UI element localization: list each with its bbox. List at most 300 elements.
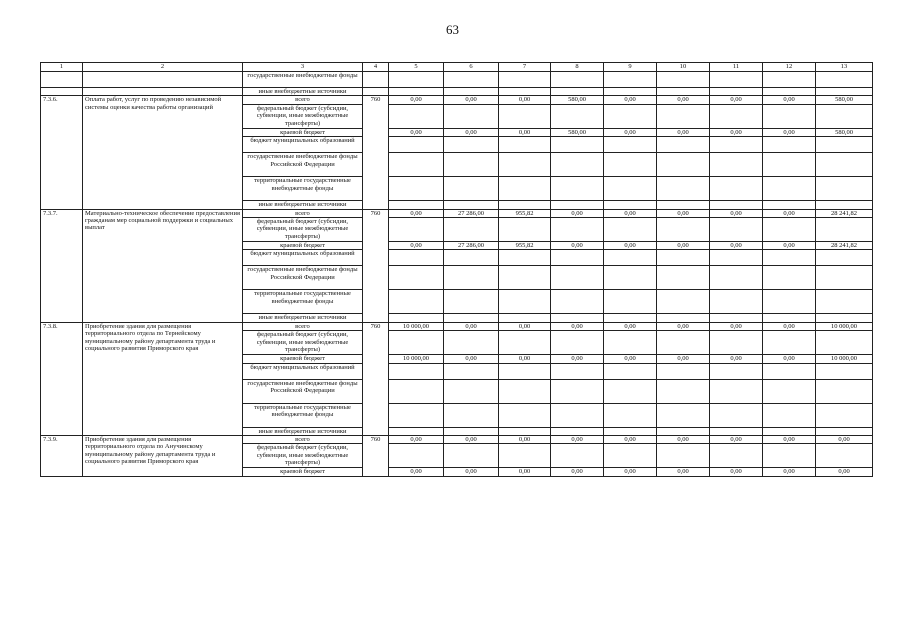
value-cell [389,427,444,435]
value-cell [816,331,873,355]
value-cell [444,427,499,435]
column-header: 6 [444,63,499,72]
value-cell [551,250,604,266]
value-cell: 580,00 [551,96,604,104]
value-cell: 0,00 [499,468,551,476]
table-row [41,72,873,88]
value-cell [499,379,551,403]
value-cell [604,153,657,177]
value-cell: 0,00 [763,209,816,217]
value-cell [389,331,444,355]
value-cell [604,444,657,468]
value-cell: 0,00 [763,242,816,250]
value-cell [389,314,444,322]
value-cell [604,250,657,266]
value-cell: 955,82 [499,209,551,217]
grbs-code: 760 [363,436,389,477]
value-cell [444,104,499,128]
value-cell [551,218,604,242]
value-cell [710,104,763,128]
value-cell [444,177,499,201]
value-cell [710,88,763,96]
value-cell: 0,00 [604,209,657,217]
value-cell: 0,00 [657,322,710,330]
value-cell [604,104,657,128]
value-cell [710,72,763,88]
value-cell [499,363,551,379]
value-cell: 0,00 [763,468,816,476]
source-label: иные внебюджетные источники [243,314,363,322]
value-cell [657,72,710,88]
value-cell [444,363,499,379]
value-cell [604,218,657,242]
value-cell [710,379,763,403]
source-label: государственные внебюджетные фонды Российской Федерации [243,153,363,177]
value-cell: 0,00 [551,468,604,476]
value-cell [710,427,763,435]
grbs-code: 760 [363,322,389,435]
value-cell [710,201,763,209]
source-label: федеральный бюджет (субсидии, субвенции, иные межбюджетные трансферты) [243,218,363,242]
value-cell: 0,00 [499,96,551,104]
value-cell [604,314,657,322]
item-code: 7.3.8. [41,322,83,435]
value-cell [444,72,499,88]
value-cell [763,153,816,177]
value-cell [604,201,657,209]
value-cell [551,290,604,314]
source-label: федеральный бюджет (субсидии, субвенции, иные межбюджетные трансферты) [243,104,363,128]
value-cell [657,88,710,96]
value-cell [551,201,604,209]
value-cell [499,104,551,128]
value-cell [816,403,873,427]
value-cell [499,88,551,96]
value-cell: 0,00 [657,355,710,363]
value-cell: 0,00 [710,209,763,217]
value-cell [710,444,763,468]
value-cell [444,88,499,96]
value-cell [389,379,444,403]
value-cell [657,266,710,290]
value-cell: 0,00 [763,355,816,363]
value-cell [816,177,873,201]
value-cell: 0,00 [710,128,763,136]
table-row [41,88,873,96]
value-cell [389,444,444,468]
header-row [41,63,873,72]
value-cell: 0,00 [763,96,816,104]
value-cell [444,153,499,177]
value-cell: 0,00 [816,468,873,476]
value-cell: 0,00 [444,436,499,444]
value-cell [499,153,551,177]
value-cell [604,379,657,403]
value-cell: 580,00 [551,128,604,136]
value-cell [551,137,604,153]
value-cell: 0,00 [551,322,604,330]
value-cell: 0,00 [657,468,710,476]
value-cell: 0,00 [604,436,657,444]
value-cell: 0,00 [763,128,816,136]
item-name: Материально-техническое обеспечение предоставления гражданам мер социальной поддержки и социальных выплат [83,209,243,322]
value-cell [710,137,763,153]
code-cell [41,88,83,96]
value-cell [710,363,763,379]
value-cell [763,427,816,435]
budget-table [40,62,873,477]
value-cell [499,250,551,266]
column-header: 12 [763,63,816,72]
value-cell [444,218,499,242]
value-cell [657,314,710,322]
source-label: краевой бюджет [243,128,363,136]
value-cell [816,266,873,290]
value-cell: 580,00 [816,96,873,104]
value-cell [389,88,444,96]
value-cell: 0,00 [604,468,657,476]
value-cell [710,314,763,322]
value-cell: 955,82 [499,242,551,250]
code-cell [41,72,83,88]
value-cell [816,153,873,177]
value-cell [551,444,604,468]
value-cell [763,72,816,88]
value-cell: 0,00 [499,128,551,136]
value-cell: 0,00 [657,436,710,444]
source-label: всего [243,209,363,217]
value-cell [389,250,444,266]
value-cell [444,331,499,355]
column-header: 5 [389,63,444,72]
value-cell: 0,00 [389,468,444,476]
value-cell [499,72,551,88]
value-cell [551,177,604,201]
source-label: территориальные государственные внебюджетные фонды [243,177,363,201]
source-label: федеральный бюджет (субсидии, субвенции, иные межбюджетные трансферты) [243,444,363,468]
value-cell: 0,00 [763,436,816,444]
value-cell: 0,00 [499,436,551,444]
value-cell: 0,00 [710,96,763,104]
value-cell [444,403,499,427]
name-cell [83,72,243,88]
source-label: всего [243,322,363,330]
source-label: государственные внебюджетные фонды Российской Федерации [243,379,363,403]
value-cell [551,403,604,427]
value-cell [816,363,873,379]
table-row [41,209,873,217]
value-cell: 0,00 [444,355,499,363]
source-label: территориальные государственные внебюджетные фонды [243,290,363,314]
value-cell [763,363,816,379]
source-label: федеральный бюджет (субсидии, субвенции, иные межбюджетные трансферты) [243,331,363,355]
value-cell [763,88,816,96]
column-header: 4 [363,63,389,72]
table-row [41,322,873,330]
value-cell [499,314,551,322]
source-label: бюджет муниципальных образований [243,363,363,379]
value-cell: 10 000,00 [816,322,873,330]
value-cell: 0,00 [389,242,444,250]
source-label: иные внебюджетные источники [243,201,363,209]
column-header: 1 [41,63,83,72]
value-cell [657,363,710,379]
value-cell [363,88,389,96]
value-cell: 28 241,82 [816,209,873,217]
value-cell [710,266,763,290]
value-cell: 0,00 [657,209,710,217]
value-cell: 0,00 [551,242,604,250]
value-cell [710,250,763,266]
value-cell [499,137,551,153]
value-cell: 0,00 [657,128,710,136]
value-cell [657,331,710,355]
value-cell [389,153,444,177]
value-cell: 0,00 [389,96,444,104]
value-cell [389,72,444,88]
value-cell [551,427,604,435]
value-cell [816,427,873,435]
value-cell [389,363,444,379]
value-cell: 0,00 [710,322,763,330]
value-cell [389,266,444,290]
value-cell [444,290,499,314]
column-header: 2 [83,63,243,72]
item-code: 7.3.9. [41,436,83,477]
value-cell [710,290,763,314]
column-header: 3 [243,63,363,72]
value-cell [499,218,551,242]
value-cell: 0,00 [499,355,551,363]
value-cell: 0,00 [657,242,710,250]
value-cell [604,427,657,435]
value-cell [657,218,710,242]
grbs-code: 760 [363,96,389,209]
value-cell [389,104,444,128]
value-cell [444,314,499,322]
value-cell [604,88,657,96]
value-cell: 0,00 [444,468,499,476]
value-cell [389,218,444,242]
value-cell: 580,00 [816,128,873,136]
value-cell [816,88,873,96]
value-cell [604,177,657,201]
column-header: 11 [710,63,763,72]
value-cell [444,444,499,468]
value-cell: 0,00 [389,209,444,217]
value-cell [710,177,763,201]
value-cell: 0,00 [444,322,499,330]
value-cell [604,266,657,290]
column-header: 9 [604,63,657,72]
value-cell [816,290,873,314]
source-label: краевой бюджет [243,468,363,476]
value-cell [657,403,710,427]
value-cell [499,331,551,355]
source-label: территориальные государственные внебюджетные фонды [243,403,363,427]
value-cell [551,331,604,355]
value-cell: 10 000,00 [389,322,444,330]
value-cell: 10 000,00 [389,355,444,363]
value-cell: 0,00 [444,96,499,104]
value-cell [816,137,873,153]
value-cell [604,72,657,88]
value-cell [551,379,604,403]
value-cell [551,104,604,128]
grbs-code: 760 [363,209,389,322]
value-cell [763,104,816,128]
value-cell: 0,00 [604,128,657,136]
column-header: 8 [551,63,604,72]
value-cell [816,72,873,88]
value-cell [710,331,763,355]
value-cell: 0,00 [763,322,816,330]
value-cell: 0,00 [389,436,444,444]
page-number: 63 [446,22,459,37]
item-name: Приобретение здания для размещения территориального отдела по Тернейскому муниципальному району департамента труда и социального развития Приморского края [83,322,243,435]
item-name: Приобретение здания для размещения территориального отдела по Анучинскому муниципальному району департамента труда и социального развития Приморского края [83,436,243,477]
value-cell [444,137,499,153]
value-cell: 27 286,00 [444,209,499,217]
value-cell [551,88,604,96]
value-cell: 0,00 [816,436,873,444]
value-cell [551,72,604,88]
value-cell [657,379,710,403]
value-cell [657,201,710,209]
value-cell: 28 241,82 [816,242,873,250]
value-cell [763,290,816,314]
value-cell [657,250,710,266]
value-cell: 0,00 [499,322,551,330]
value-cell [444,250,499,266]
value-cell: 0,00 [710,468,763,476]
value-cell [763,218,816,242]
value-cell: 0,00 [551,355,604,363]
value-cell [499,403,551,427]
source-label: бюджет муниципальных образований [243,250,363,266]
value-cell [657,290,710,314]
source-label: всего [243,96,363,104]
value-cell [551,314,604,322]
value-cell [551,266,604,290]
value-cell: 0,00 [551,436,604,444]
value-cell [816,379,873,403]
value-cell: 0,00 [604,355,657,363]
value-cell [657,444,710,468]
item-code: 7.3.6. [41,96,83,209]
value-cell [763,137,816,153]
source-cell: иные внебюджетные источники [243,88,363,96]
source-label: государственные внебюджетные фонды Российской Федерации [243,266,363,290]
value-cell [657,177,710,201]
value-cell: 0,00 [551,209,604,217]
value-cell [763,201,816,209]
value-cell [763,379,816,403]
value-cell [604,137,657,153]
value-cell [710,403,763,427]
source-label: краевой бюджет [243,242,363,250]
table-row [41,96,873,104]
value-cell [816,218,873,242]
value-cell [763,444,816,468]
value-cell [499,201,551,209]
value-cell [763,250,816,266]
value-cell [389,177,444,201]
value-cell [444,201,499,209]
value-cell [657,104,710,128]
value-cell [816,444,873,468]
name-cell [83,88,243,96]
value-cell: 0,00 [710,436,763,444]
value-cell [763,177,816,201]
source-label: всего [243,436,363,444]
value-cell [657,427,710,435]
value-cell: 0,00 [444,128,499,136]
value-cell: 0,00 [710,355,763,363]
value-cell [499,177,551,201]
source-cell: государственные внебюджетные фонды [243,72,363,88]
value-cell [710,218,763,242]
value-cell [499,427,551,435]
value-cell [389,290,444,314]
value-cell: 0,00 [604,96,657,104]
column-header: 13 [816,63,873,72]
value-cell [657,153,710,177]
item-code: 7.3.7. [41,209,83,322]
value-cell [763,403,816,427]
column-header: 10 [657,63,710,72]
value-cell [710,153,763,177]
source-label: бюджет муниципальных образований [243,137,363,153]
value-cell [763,266,816,290]
value-cell [499,290,551,314]
value-cell [657,137,710,153]
value-cell [604,331,657,355]
value-cell: 0,00 [389,128,444,136]
value-cell [816,314,873,322]
table-row [41,436,873,444]
item-name: Оплата работ, услуг по проведению независимой системы оценки качества работы организаций [83,96,243,209]
value-cell [499,266,551,290]
value-cell [444,266,499,290]
value-cell [604,363,657,379]
value-cell [604,290,657,314]
value-cell [763,314,816,322]
value-cell [389,403,444,427]
value-cell [604,403,657,427]
value-cell: 0,00 [657,96,710,104]
value-cell: 27 286,00 [444,242,499,250]
value-cell [816,104,873,128]
value-cell [551,153,604,177]
source-label: краевой бюджет [243,355,363,363]
value-cell [816,201,873,209]
value-cell [363,72,389,88]
value-cell [763,331,816,355]
value-cell [499,444,551,468]
value-cell [444,379,499,403]
value-cell: 0,00 [604,322,657,330]
value-cell [816,250,873,266]
value-cell [551,363,604,379]
column-header: 7 [499,63,551,72]
value-cell: 0,00 [604,242,657,250]
value-cell: 0,00 [710,242,763,250]
value-cell: 10 000,00 [816,355,873,363]
value-cell [389,137,444,153]
value-cell [389,201,444,209]
source-label: иные внебюджетные источники [243,427,363,435]
